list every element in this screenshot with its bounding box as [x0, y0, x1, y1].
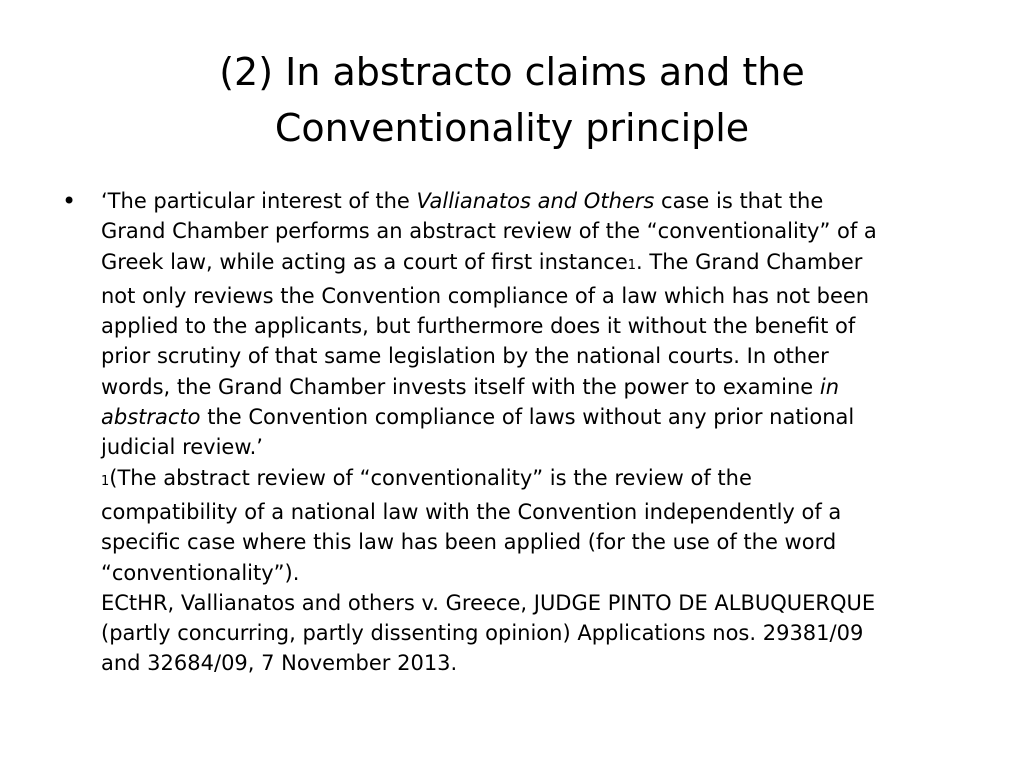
quote-line-3: Greek law, while acting as a court of first instance1. The Grand Chamber	[101, 249, 863, 274]
quote-line-8: abstracto the Convention compliance of laws without any prior national	[101, 405, 855, 430]
footnote-marker: 1	[101, 473, 110, 489]
quote-line-1: ‘The particular interest of the Vallianatos and Others case is that the	[101, 189, 824, 213]
slide-title	[80, 44, 944, 156]
quote-line-9: judicial review.’	[101, 435, 263, 460]
quote-line-5: applied to the applicants, but furthermore does it without the benefit of	[101, 314, 856, 339]
title-line-2: Conventionality principle	[274, 106, 750, 150]
citation-line-2: (partly concurring, partly dissenting opinion) Applications nos. 29381/09	[101, 621, 864, 646]
footnote-line-1: 1(The abstract review of “conventionality” is the review of the	[101, 465, 752, 490]
title-line-1: (2) In abstracto claims and the	[219, 50, 805, 94]
quote-line-7: words, the Grand Chamber invests itself with the power to examine in	[101, 374, 840, 399]
case-name: Vallianatos and Others	[416, 189, 655, 213]
footnote-line-2: compatibility of a national law with the Convention independently of a	[101, 499, 842, 524]
footnote-line-3: specific case where this law has been applied (for the use of the word	[101, 530, 837, 555]
bullet-icon: •	[62, 187, 77, 215]
quote-line-6: prior scrutiny of that same legislation by the national courts. In other	[101, 344, 829, 369]
quote-line-2: Grand Chamber performs an abstract review of the “conventionality” of a	[101, 219, 877, 244]
quote-line-4: not only reviews the Convention compliance of a law which has not been	[101, 283, 870, 308]
citation-line-3: and 32684/09, 7 November 2013.	[101, 651, 458, 676]
citation-line-1: ECtHR, Vallianatos and others v. Greece, JUDGE PINTO DE ALBUQUERQUE	[101, 590, 876, 615]
bullet-text	[101, 186, 962, 679]
slide-body	[62, 186, 962, 679]
footnote-marker: 1	[627, 257, 637, 273]
footnote-line-4: “conventionality”).	[101, 560, 300, 585]
